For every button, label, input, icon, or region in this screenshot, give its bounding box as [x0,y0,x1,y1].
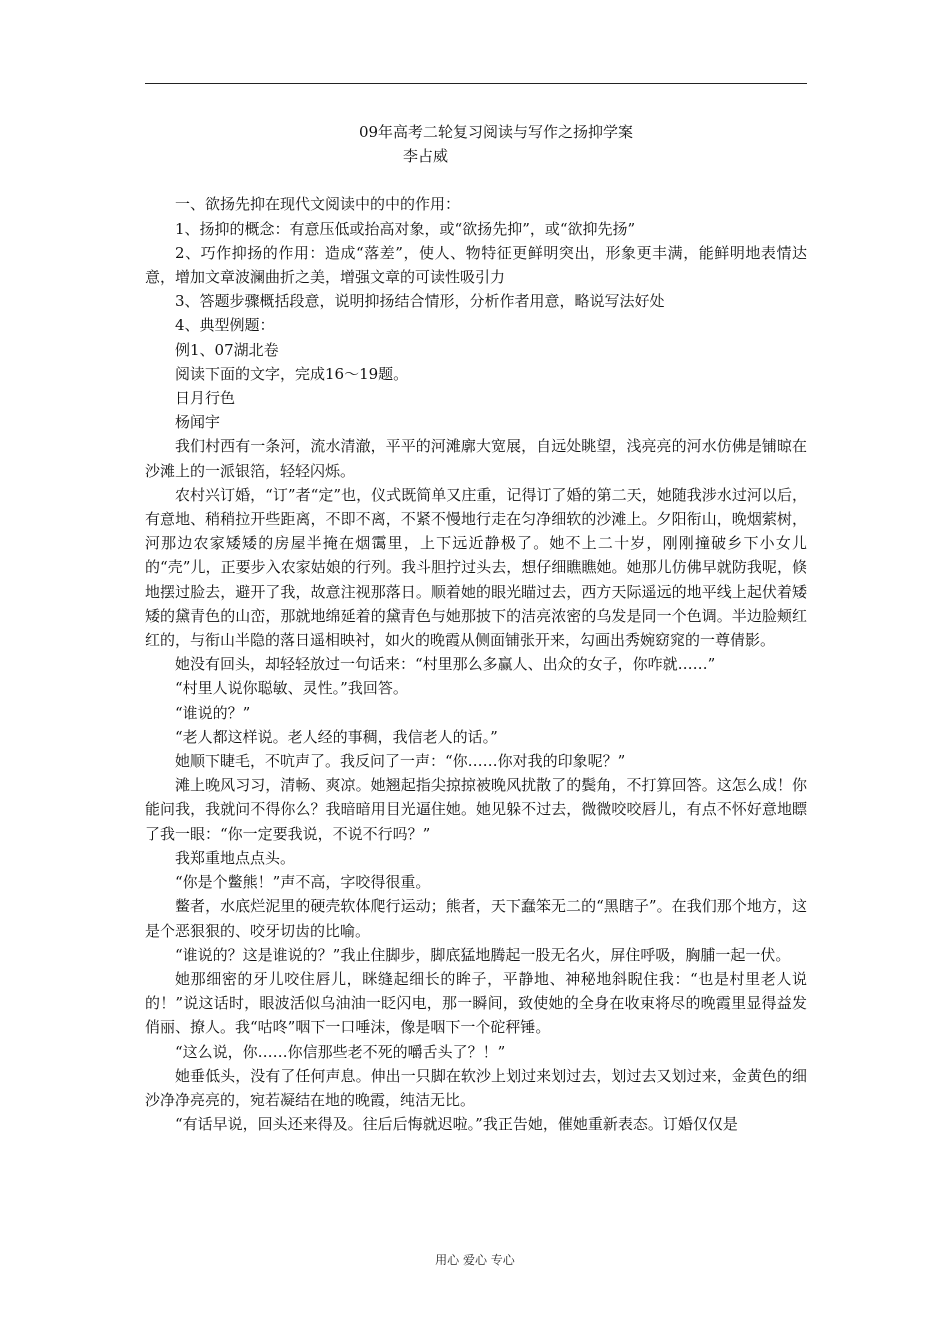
paragraph: 1、扬抑的概念：有意压低或抬高对象，或“欲扬先抑”，或“欲抑先扬” [175,219,636,238]
header-rule [145,83,807,84]
paragraph: 她没有回头，却轻轻放过一句话来：“村里那么多赢人、出众的女子，你咋就……” [175,655,716,674]
paragraph: 2、巧作抑扬的作用：造成“落差”，使人、物特征更鲜明突出，形象更丰满，能鲜明地表情达意，增加文章波澜曲折之美，增强文章的可读性吸引力 [145,243,807,287]
paragraph: 4、典型例题： [175,316,275,335]
paragraph: “有话早说，回头还来得及。往后后悔就迟啦。”我正告她，催她重新表态。订婚仅仅是 [175,1115,738,1134]
paragraph: “老人都这样说。老人经的事稠，我信老人的话。” [175,727,498,746]
paragraph-list [145,192,807,1136]
paragraph: 她那细密的牙儿咬住唇儿，眯缝起细长的眸子，平静地、神秘地斜睨住我：“也是村里老人说的！”说这话时，眼波活似乌油油一眨闪电，那一瞬间，致使她的全身在收束将尽的晚霞里显得益发俏丽、撩人。我“咕咚”咽下一口唾沫，像是咽下一个砣秤锤。 [145,969,807,1037]
page-footer: 用心 爱心 专心 [435,1253,515,1267]
paragraph: “谁说的？” [175,703,251,722]
paragraph: 滩上晚风习习，清畅、爽凉。她翘起指尖掠掠被晚风扰散了的鬓角，不打算回答。这怎么成！你能问我，我就问不得你么？我暗暗用目光逼住她。她见躲不过去，微微咬咬唇儿，有点不怀好意地瞟了我一眼：“你一定要我说，不说不行吗？” [145,776,807,843]
paragraph: 一、欲扬先抑在现代文阅读中的中的作用： [175,195,461,214]
paragraph: 阅读下面的文字，完成16～19题。 [175,364,409,383]
paragraph: 她顺下睫毛，不吭声了。我反问了一声：“你……你对我的印象呢？” [175,752,626,771]
paragraph: 例1、07湖北卷 [175,340,279,359]
paragraph: “村里人说你聪敏、灵性。”我回答。 [175,679,408,698]
paragraph: 日月行色 [175,389,236,408]
paragraph: 鳖者，水底烂泥里的硬壳软体爬行运动；熊者，天下蠢笨无二的“黑瞎子”。在我们那个地方，这是个恶狠狠的、咬牙切齿的比喻。 [145,897,807,940]
document-body [145,120,807,1136]
paragraph: 我们村西有一条河，流水清澈，平平的河滩廓大宽展，自远处眺望，浅亮亮的河水仿佛是铺晾在沙滩上的一派银箔，轻轻闪烁。 [145,437,807,480]
paragraph: “这么说，你……你信那些老不死的嚼舌头了？！” [175,1042,506,1061]
paragraph: 我郑重地点点头。 [175,848,296,867]
paragraph: 农村兴订婚，“订”者“定”也，仪式既简单又庄重，记得订了婚的第二天，她随我涉水过河以后，有意地、稍稍拉开些距离，不即不离，不紧不慢地行走在匀净细软的沙滩上。夕阳衔山，晚烟萦树，河那边农家矮矮的房屋半掩在烟霭里，上下远近静极了。她不上二十岁，刚刚撞破乡下小女儿的“壳”儿，正要步入农家姑娘的行列。我斗胆拧过头去，想仔细瞧瞧她。她那儿仿佛早就防我呢，倏地摆过脸去，避开了我，故意注视那落日。顺着她的眼光瞄过去，西方天际遥远的地平线上起伏着矮矮的黛青色的山峦，那就地绵延着的黛青色与她那披下的洁亮浓密的乌发是同一个色调。半边脸颊红红的，与衔山半隐的落日遥相映衬，如火的晚霞从侧面铺张开来，勾画出秀婉窈窕的一尊倩影。 [145,485,807,650]
paragraph: 杨闻宇 [175,413,221,432]
document-title: 09年高考二轮复习阅读与写作之扬抑学案 [358,123,634,141]
document-author: 李占威 [403,147,449,166]
paragraph: 她垂低头，没有了任何声息。伸出一只脚在软沙上划过来划过去，划过去又划过来，金黄色的细沙净净亮亮的，宛若凝结在地的晚霞，纯洁无比。 [145,1066,807,1109]
paragraph: “谁说的？这是谁说的？”我止住脚步，脚底猛地腾起一股无名火，屏住呼吸，胸脯一起一伏。 [175,945,791,964]
paragraph: 3、答题步骤概括段意，说明抑扬结合情形，分析作者用意，略说写法好处 [175,292,665,311]
paragraph: “你是个鳖熊！”声不高，字咬得很重。 [175,873,431,892]
